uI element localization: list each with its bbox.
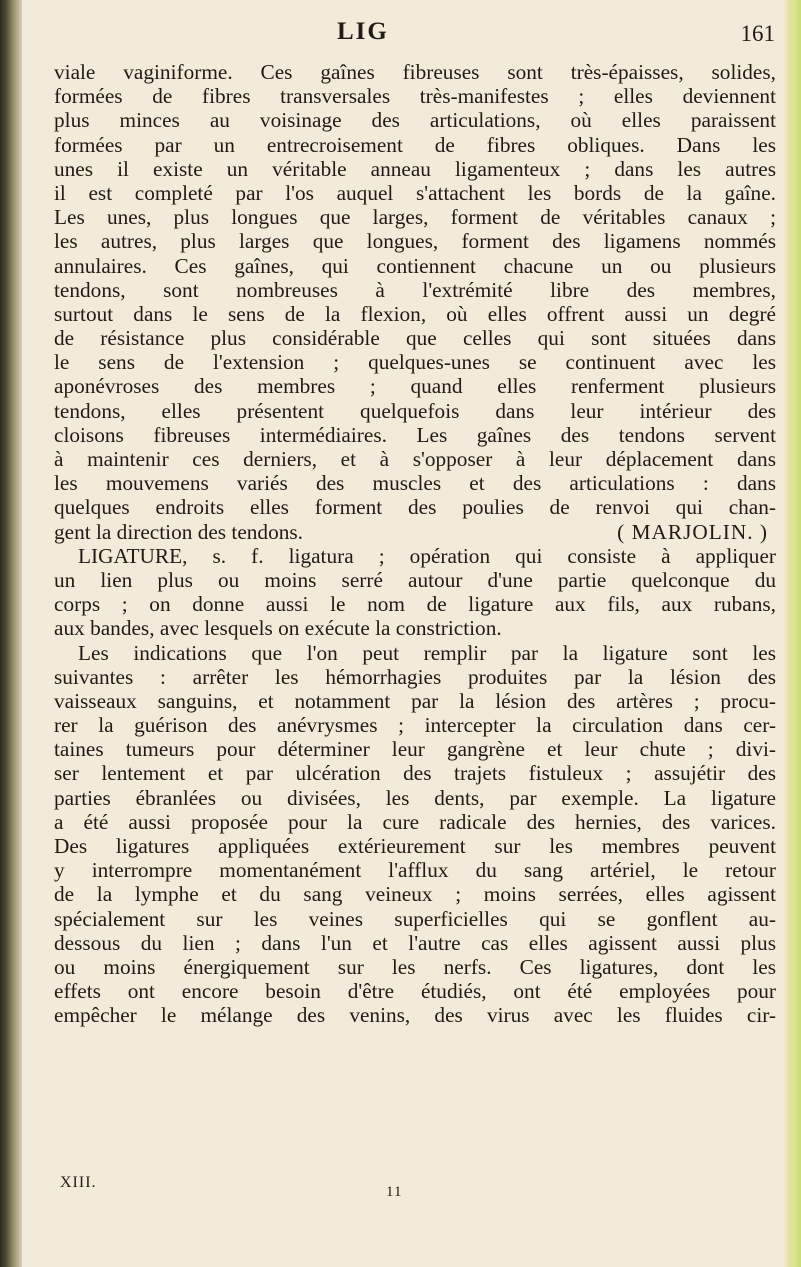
entry-heading-line: LIGATURE, s. f. ligatura ; opération qui consiste à appliquer xyxy=(78,543,776,568)
running-head: LIG xyxy=(337,18,389,45)
text-line: les autres, plus larges que longues, forment des ligamens nommés xyxy=(54,229,776,254)
page-header xyxy=(50,18,775,54)
text-line: effets ont encore besoin d'être étudiés, ont été employées pour xyxy=(54,979,776,1004)
text-line: viale vaginiforme. Ces gaînes fibreuses sont très-épaisses, solides, xyxy=(54,60,776,84)
page-fore-edge xyxy=(783,0,801,1267)
author-attribution: ( MARJOLIN. ) xyxy=(617,519,768,544)
text-line: de la lymphe et du sang veineux ; moins serrées, elles agissent xyxy=(54,882,776,907)
text-line: formées de fibres transversales très-manifestes ; elles deviennent xyxy=(54,84,776,109)
text-line-with-attribution xyxy=(54,520,776,544)
text-line: formées par un entrecroisement de fibres obliques. Dans les xyxy=(54,132,776,157)
text-line: les mouvemens variés des muscles et des articulations : dans xyxy=(54,471,776,496)
text-line: empêcher le mélange des venins, des virus avec les fluides cir- xyxy=(54,1003,776,1028)
text-line: aux bandes, avec lesquels on exécute la constriction. xyxy=(54,616,502,641)
article-text xyxy=(54,60,776,1200)
text-line: surtout dans le sens de la flexion, où elles offrent aussi un degré xyxy=(54,301,776,326)
text-line: un lien plus ou moins serré autour d'une partie quelconque du xyxy=(54,567,776,592)
text-line: de résistance plus considérable que celles qui sont situées dans xyxy=(54,326,776,351)
text-line: unes il existe un véritable anneau ligamenteux ; dans les autres xyxy=(54,156,776,181)
text-line: tendons, elles présentent quelquefois dans leur intérieur des xyxy=(54,398,776,423)
text-line: tendons, sont nombreuses à l'extrémité libre des membres, xyxy=(54,277,776,302)
text-line: ser lentement et par ulcération des trajets fistuleux ; assujétir des xyxy=(54,761,776,786)
text-line: Les unes, plus longues que larges, forment de véritables canaux ; xyxy=(54,205,776,230)
page-footer xyxy=(60,1174,740,1214)
text-line: suivantes : arrêter les hémorrhagies produites par la lésion des xyxy=(54,664,776,689)
text-line: cloisons fibreuses intermédiaires. Les gaînes des tendons servent xyxy=(54,422,776,447)
text-line: Les indications que l'on peut remplir par la ligature sont les xyxy=(78,640,776,665)
text-line: gent la direction des tendons. xyxy=(54,519,303,544)
volume-signature: XIII. xyxy=(60,1174,97,1191)
text-line: y interrompre momentanément l'afflux du sang artériel, le retour xyxy=(54,858,776,883)
text-line: à maintenir ces derniers, et à s'opposer à leur déplacement dans xyxy=(54,447,776,471)
text-line: ou moins énergiquement sur les nerfs. Ces ligatures, dont les xyxy=(54,954,776,979)
text-line: il est completé par l'os auquel s'attachent les bords de la gaîne. xyxy=(54,180,776,205)
text-line: plus minces au voisinage des articulations, où elles paraissent xyxy=(54,108,776,133)
text-line: aponévroses des membres ; quand elles renferment plusieurs xyxy=(54,374,776,399)
gathering-mark: 11 xyxy=(386,1184,403,1200)
book-binding-shadow xyxy=(0,0,22,1267)
text-line: parties ébranlées ou divisées, les dents, par exemple. La ligature xyxy=(54,785,776,810)
text-line: rer la guérison des anévrysmes ; intercepter la circulation dans cer- xyxy=(54,713,776,738)
text-line: le sens de l'extension ; quelques-unes se continuent avec les xyxy=(54,350,776,375)
text-line: taines tumeurs pour déterminer leur gangrène et leur chute ; divi- xyxy=(54,737,776,762)
text-line: a été aussi proposée pour la cure radicale des hernies, des varices. xyxy=(54,809,776,834)
text-line: dessous du lien ; dans l'un et l'autre cas elles agissent aussi plus xyxy=(54,930,776,955)
text-line: corps ; on donne aussi le nom de ligature aux fils, aux rubans, xyxy=(54,592,776,617)
page-number: 161 xyxy=(740,21,775,46)
text-line: spécialement sur les veines superficielles qui se gonflent au- xyxy=(54,906,776,931)
text-line: Des ligatures appliquées extérieurement sur les membres peuvent xyxy=(54,834,776,858)
text-line: vaisseaux sanguins, et notamment par la lésion des artères ; procu- xyxy=(54,688,776,713)
text-line: annulaires. Ces gaînes, qui contiennent chacune un ou plusieurs xyxy=(54,253,776,278)
text-line: quelques endroits elles forment des poulies de renvoi qui chan- xyxy=(54,495,776,520)
